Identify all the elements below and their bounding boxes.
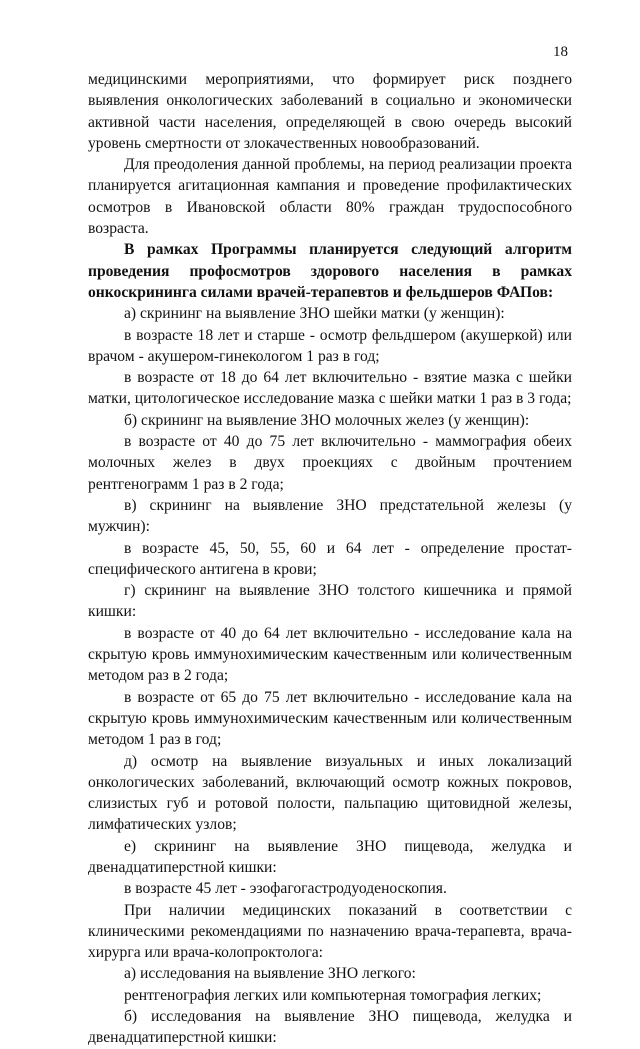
section-heading: В рамках Программы планируется следующий алгоритм проведения профосмотров здорового населения в рамках онкоскрининга силами врачей-терапевтов и фельдшеров ФАПов: xyxy=(88,241,572,301)
paragraph: в возрасте от 65 до 75 лет включительно - исследование кала на скрытую кровь иммунохимическим качественным или количественным методом 1 раз в год; xyxy=(88,688,572,749)
list-item: а) скрининг на выявление ЗНО шейки матки (у женщин): xyxy=(124,305,505,323)
list-item: б) скрининг на выявление ЗНО молочных желез (у женщин): xyxy=(124,411,530,429)
paragraph: При наличии медицинских показаний в соответствии с клиническими рекомендациями по назначению врача-терапевта, врача-хирурга или врача-колопроктолога: xyxy=(88,901,572,962)
list-item: в) скрининг на выявление ЗНО предстательной железы (у мужчин): xyxy=(88,496,572,536)
paragraph: рентгенография легких или компьютерная томография легких; xyxy=(124,986,542,1004)
list-item: е) скрининг на выявление ЗНО пищевода, желудка и двенадцатиперстной кишки: xyxy=(88,837,572,876)
list-item: г) скрининг на выявление ЗНО толстого кишечника и прямой кишки: xyxy=(88,582,572,621)
page-number: 18 xyxy=(553,44,568,60)
paragraph: в возрасте 18 лет и старше - осмотр фельдшером (акушеркой) или врачом - акушером-гинекологом 1 раз в год; xyxy=(88,326,572,365)
paragraph: в возрасте от 40 до 75 лет включительно - маммография обеих молочных желез в двух проекциях с двойным прочтением рентгенограмм 1 раз в 2 года; xyxy=(88,433,572,493)
list-item: а) исследования на выявление ЗНО легкого: xyxy=(124,965,416,983)
paragraph: в возрасте от 18 до 64 лет включительно - взятие мазка с шейки матки, цитологическое исследование мазка с шейки матки 1 раз в 3 года; xyxy=(88,369,572,408)
paragraph: в возрасте 45 лет - эзофагогастродуоденоскопия. xyxy=(124,880,447,898)
paragraph: в возрасте 45, 50, 55, 60 и 64 лет - определение простат-специфического антигена в крови; xyxy=(88,539,572,578)
paragraph: медицинскими мероприятиями, что формирует риск позднего выявления онкологических заболеваний в социально и экономически активной части населения, определяющей в свою очередь высокий уровень смертности от злокачественных новообразований. xyxy=(88,71,572,152)
paragraph: в возрасте от 40 до 64 лет включительно - исследование кала на скрытую кровь иммунохимическим качественным или количественным методом раз в 2 года; xyxy=(88,624,572,685)
list-item: д) осмотр на выявление визуальных и иных локализаций онкологических заболеваний, включающий осмотр кожных покровов, слизистых губ и ротовой полости, пальпацию щитовидной железы, лимфатических узлов; xyxy=(88,752,572,834)
list-item: б) исследования на выявление ЗНО пищевода, желудка и двенадцатиперстной кишки: xyxy=(88,1008,572,1047)
paragraph: Для преодоления данной проблемы, на период реализации проекта планируется агитационная кампания и проведение профилактических осмотров в Ивановской области 80% граждан трудоспособного возраста. xyxy=(88,156,572,238)
document-body xyxy=(88,69,572,1049)
